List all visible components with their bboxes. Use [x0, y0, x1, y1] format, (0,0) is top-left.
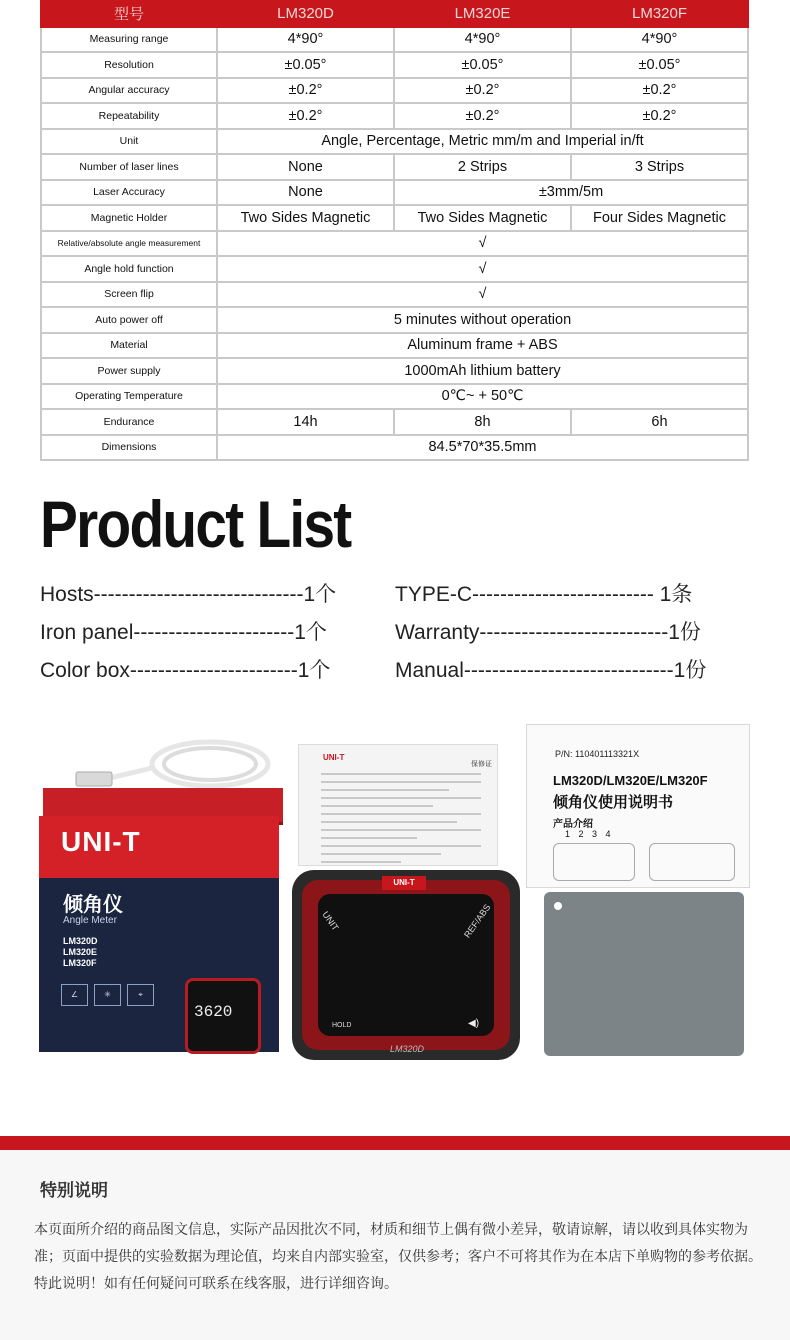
table-cell: 4*90°	[571, 27, 748, 53]
table-cell: 5 minutes without operation	[217, 307, 748, 333]
box-device-image: 3620	[185, 978, 261, 1054]
note-text: 本页面所介绍的商品图文信息，实际产品因批次不同，材质和细节上偶有微小差异，敬请谅解，请以收到具体实物为准；页面中提供的实验数据为理论值，均来自内部实验室，仅供参考；客户不可将其作为在本店下单购物的参考依据。特此说明！如有任何疑问可联系在线客服，进行详细咨询。	[34, 1221, 762, 1291]
target-icon: ⌖	[127, 984, 154, 1006]
row-label: Endurance	[41, 409, 217, 435]
table-cell: 8h	[394, 409, 571, 435]
table-cell: ±0.2°	[571, 78, 748, 104]
row-label: Repeatability	[41, 103, 217, 129]
table-cell: Aluminum frame + ABS	[217, 333, 748, 359]
box-subtitle: Angle Meter	[63, 915, 117, 926]
row-label: Dimensions	[41, 435, 217, 461]
row-label: Magnetic Holder	[41, 205, 217, 231]
table-row	[41, 282, 748, 308]
table-row	[41, 409, 748, 435]
table-cell: ±0.2°	[394, 103, 571, 129]
row-label: Screen flip	[41, 282, 217, 308]
table-header-cell: 型号	[41, 1, 217, 27]
table-row	[41, 103, 748, 129]
table-header-cell: LM320E	[394, 1, 571, 27]
table-cell: 3 Strips	[571, 154, 748, 180]
table-cell: ±0.05°	[571, 52, 748, 78]
list-item: Iron panel-----------------------1个	[40, 621, 327, 644]
table-cell: 0℃~ + 50℃	[217, 384, 748, 410]
table-header-cell: LM320D	[217, 1, 394, 27]
table-cell: ±0.05°	[217, 52, 394, 78]
table-row	[41, 384, 748, 410]
list-item: Warranty---------------------------1份	[395, 621, 701, 644]
box-title: 倾角仪	[63, 894, 123, 916]
table-row	[41, 333, 748, 359]
box-models: LM320D LM320E LM320F	[63, 936, 98, 968]
table-cell: ±3mm/5m	[394, 180, 748, 206]
product-photo	[34, 722, 754, 1072]
row-label: Resolution	[41, 52, 217, 78]
list-item: TYPE-C-------------------------- 1条	[395, 583, 693, 606]
product-list-title: Product List	[40, 487, 351, 561]
row-label: Angle hold function	[41, 256, 217, 282]
warranty-card: UNI-T 保修证	[298, 744, 498, 866]
table-cell: None	[217, 180, 394, 206]
row-label: Operating Temperature	[41, 384, 217, 410]
row-label: Unit	[41, 129, 217, 155]
table-cell: ±0.05°	[394, 52, 571, 78]
table-row	[41, 27, 748, 53]
user-manual: P/N: 110401113321X LM320D/LM320E/LM320F 倾角仪使用说明书 产品介绍 1 2 3 4	[526, 724, 750, 888]
table-row	[41, 231, 748, 257]
table-cell: 14h	[217, 409, 394, 435]
table-row	[41, 205, 748, 231]
table-header-cell: LM320F	[571, 1, 748, 27]
iron-panel	[544, 892, 744, 1056]
table-row	[41, 129, 748, 155]
table-cell: 4*90°	[394, 27, 571, 53]
spec-table	[40, 0, 749, 456]
divider	[0, 1136, 790, 1150]
color-box	[39, 788, 285, 1058]
note-title: 特别说明	[40, 1181, 108, 1200]
table-cell: √	[217, 256, 748, 282]
list-item: Manual------------------------------1份	[395, 659, 707, 682]
table-cell: Two Sides Magnetic	[394, 205, 571, 231]
table-cell: 6h	[571, 409, 748, 435]
table-row	[41, 180, 748, 206]
row-label: Relative/absolute angle measurement	[41, 231, 217, 257]
table-row	[41, 78, 748, 104]
row-label: Auto power off	[41, 307, 217, 333]
table-row	[41, 435, 748, 461]
speaker-icon: ◀)	[468, 1018, 480, 1029]
table-cell: Two Sides Magnetic	[217, 205, 394, 231]
table-cell: √	[217, 282, 748, 308]
table-cell: 2 Strips	[394, 154, 571, 180]
table-cell: ±0.2°	[394, 78, 571, 104]
table-cell: ±0.2°	[217, 78, 394, 104]
table-cell: 1000mAh lithium battery	[217, 358, 748, 384]
table-cell: Four Sides Magnetic	[571, 205, 748, 231]
table-cell: None	[217, 154, 394, 180]
table-row	[41, 154, 748, 180]
laser-icon: ✳	[94, 984, 121, 1006]
table-cell: 4*90°	[217, 27, 394, 53]
table-cell: √	[217, 231, 748, 257]
row-label: Laser Accuracy	[41, 180, 217, 206]
table-header-row	[41, 1, 748, 27]
box-feature-icons	[61, 984, 154, 1006]
table-cell: ±0.2°	[217, 103, 394, 129]
row-label: Angular accuracy	[41, 78, 217, 104]
box-brand: UNI-T	[61, 826, 141, 857]
row-label: Number of laser lines	[41, 154, 217, 180]
table-cell: Angle, Percentage, Metric mm/m and Imperial in/ft	[217, 129, 748, 155]
angle-icon: ∠	[61, 984, 88, 1006]
table-row	[41, 307, 748, 333]
table-cell: ±0.2°	[571, 103, 748, 129]
table-row	[41, 52, 748, 78]
table-row	[41, 358, 748, 384]
angle-meter-device: UNI-T UNIT REF/ABS HOLD ◀) LM320D	[292, 870, 520, 1060]
table-row	[41, 256, 748, 282]
row-label: Power supply	[41, 358, 217, 384]
table-cell: 84.5*70*35.5mm	[217, 435, 748, 461]
row-label: Measuring range	[41, 27, 217, 53]
list-item: Color box------------------------1个	[40, 659, 331, 682]
list-item: Hosts------------------------------1个	[40, 583, 337, 606]
row-label: Material	[41, 333, 217, 359]
